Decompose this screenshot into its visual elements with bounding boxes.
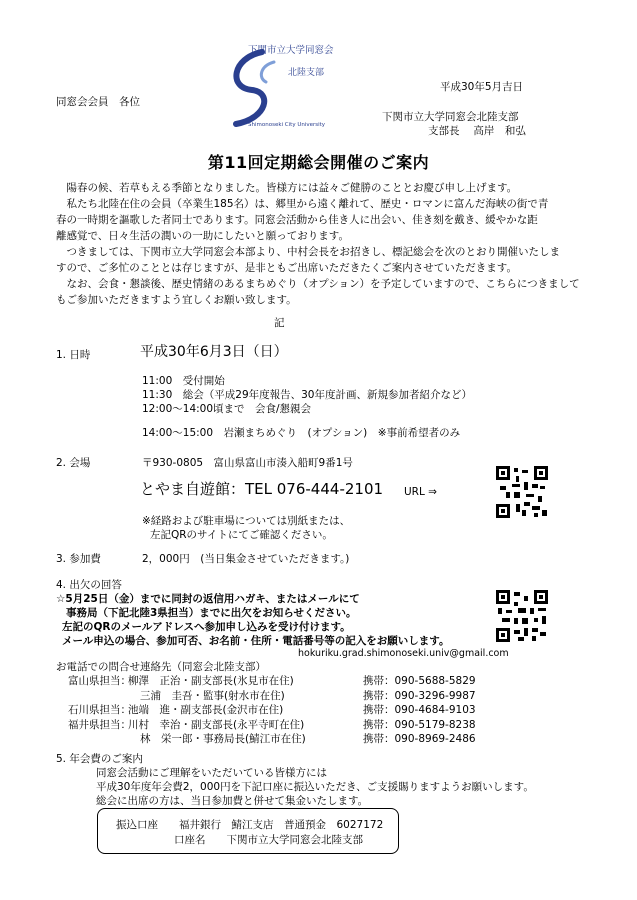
venue-note: ※経路および駐車場については別紙または、 [142,515,351,527]
participation-fee: 2，000円 (当日集金させていただきます。) [142,553,350,565]
issue-date: 平成30年5月吉日 [440,81,524,93]
page-title: 第11回定期総会開催のご案内 [207,153,430,172]
venue-url-label: URL ⇒ [404,486,437,498]
fee-note: 平成30年度年会費2，000円を下記口座に振込いただき、ご支援賜りますようお願いします。 [96,781,534,793]
contact-tel: 携帯：090-3296-9987 [363,689,476,702]
intro-line: つきましては、下関市立大学同窓会本部より、中村会長をお招きし、標記総会を次のとおり開催いたしま [56,246,560,258]
fee-note: 同窓会活動にご理解をいただいている皆様方には [96,767,327,779]
contact-pref: 福井県担当： [68,718,131,731]
qr-icon [496,590,548,642]
bank-account-name: 口座名 下関市立大学同窓会北陸支部 [174,834,363,846]
schedule-item: 11:00 受付開始 [142,375,225,387]
venue-qr-code[interactable] [496,466,548,518]
section-2-label: 2. 会場 [56,457,91,469]
logo-text-en: Shimonoseki City University [248,122,326,128]
contact-name: 柳澤 正治・副支部長(氷見市在住) [128,675,294,687]
contact-heading: お電話での問合せ連絡先（同窓会北陸支部） [56,661,266,673]
rsvp-email[interactable]: hokuriku.grad.shimonoseki.univ@gmail.com [298,648,509,659]
rsvp-line: ☆5月25日（金）までに同封の返信用ハガキ、またはメールにて [56,593,360,605]
schedule-item: 12:00～14:00頃まで 会食/懇親会 [142,403,312,415]
fee-note: 総会に出席の方は、当日参加費と併せて集金いたします。 [96,795,369,807]
contact-tel: 携帯：090-8969-2486 [363,733,476,745]
intro-line: すので、ご多忙のこととは存じますが、是非ともご出席いただきたくご案内させていただきます。 [56,262,517,274]
sender-organization: 下関市立大学同窓会北陸支部 [382,111,519,123]
event-date: 平成30年6月3日（日） [140,344,288,360]
venue-note: 左記QRのサイトにてご確認ください。 [150,529,333,541]
intro-line: 私たち北陸在住の会員（卒業生185名）は、郷里から遠く離れて、歴史・ロマンに富んだ海峡の街で青 [56,198,549,210]
logo [214,40,354,135]
contact-pref: 富山県担当： [68,675,131,687]
schedule-item: 11:30 総会（平成29年度報告、30年度計画、新規参加者紹介など） [142,389,472,401]
ki-heading: 記 [274,317,285,329]
sender-person: 支部長 高岸 和弘 [428,125,526,137]
section-5-label: 5. 年会費のご案内 [56,753,143,765]
rsvp-line: メール申込の場合、参加可否、お名前・住所・電話番号等の記入をお願いします。 [62,635,450,647]
logo-text-main: 下関市立大学同窓会 [248,45,334,56]
qr-icon [496,466,548,518]
schedule-item: 14:00～15:00 岩瀬まちめぐり (オプション) ※事前希望者のみ [142,427,461,439]
contact-name: 川村 幸治・副支部長(永平寺町在住) [128,718,305,731]
logo-text-branch: 北陸支部 [288,68,325,78]
intro-text [56,180,580,308]
contact-tel: 携帯：090-4684-9103 [363,704,476,716]
contact-name: 林 栄一郎・事務局長(鯖江市在住) [140,733,306,745]
contact-tel: 携帯：090-5688-5829 [363,675,476,687]
contact-name: 三浦 圭吾・監事(射水市在住) [140,689,285,702]
email-qr-code[interactable] [496,590,548,642]
section-1-label: 1. 日時 [56,349,91,361]
intro-line: 離感覚で、日々生活の潤いの一助にしたいと願っております。 [56,230,349,242]
rsvp-line: 左記のQRのメールアドレスへ参加申し込みを受け付けます。 [62,621,351,633]
bank-account-box [97,808,399,854]
section-4-label: 4. 出欠の回答 [56,579,122,591]
intro-line: 春の一時期を謳歌した者同士であります。同窓会活動から佳き人に出会い、佳き刻を戴き、緩やかな距 [56,214,538,226]
venue-address: 〒930-0805 富山県富山市湊入船町9番1号 [142,457,353,469]
logo-mark-icon [222,48,282,128]
bank-account-line: 振込口座 福井銀行 鯖江支店 普通預金 6027172 [116,819,384,831]
intro-line: 陽春の候、若草もえる季節となりました。皆様方には益々ご健勝のこととお慶び申し上げます。 [56,182,518,194]
intro-line: もご参加いただきますよう宜しくお願い致します。 [56,294,297,306]
intro-line: なお、会食・懇談後、歴史情緒のあるまちめぐり（オプション）を予定していますので、こちらにつきまして [56,278,580,290]
contact-name: 池端 進・副支部長(金沢市在住) [128,704,284,716]
rsvp-line: 事務局（下記北陸3県担当）までに出欠をお知らせください。 [66,607,357,619]
contact-tel: 携帯：090-5179-8238 [363,718,476,731]
contact-pref: 石川県担当： [68,704,131,716]
addressee: 同窓会会員 各位 [56,96,140,108]
section-3-label: 3. 参加費 [56,553,101,565]
venue-name: とやま自遊館：TEL 076-444-2101 [140,480,384,498]
